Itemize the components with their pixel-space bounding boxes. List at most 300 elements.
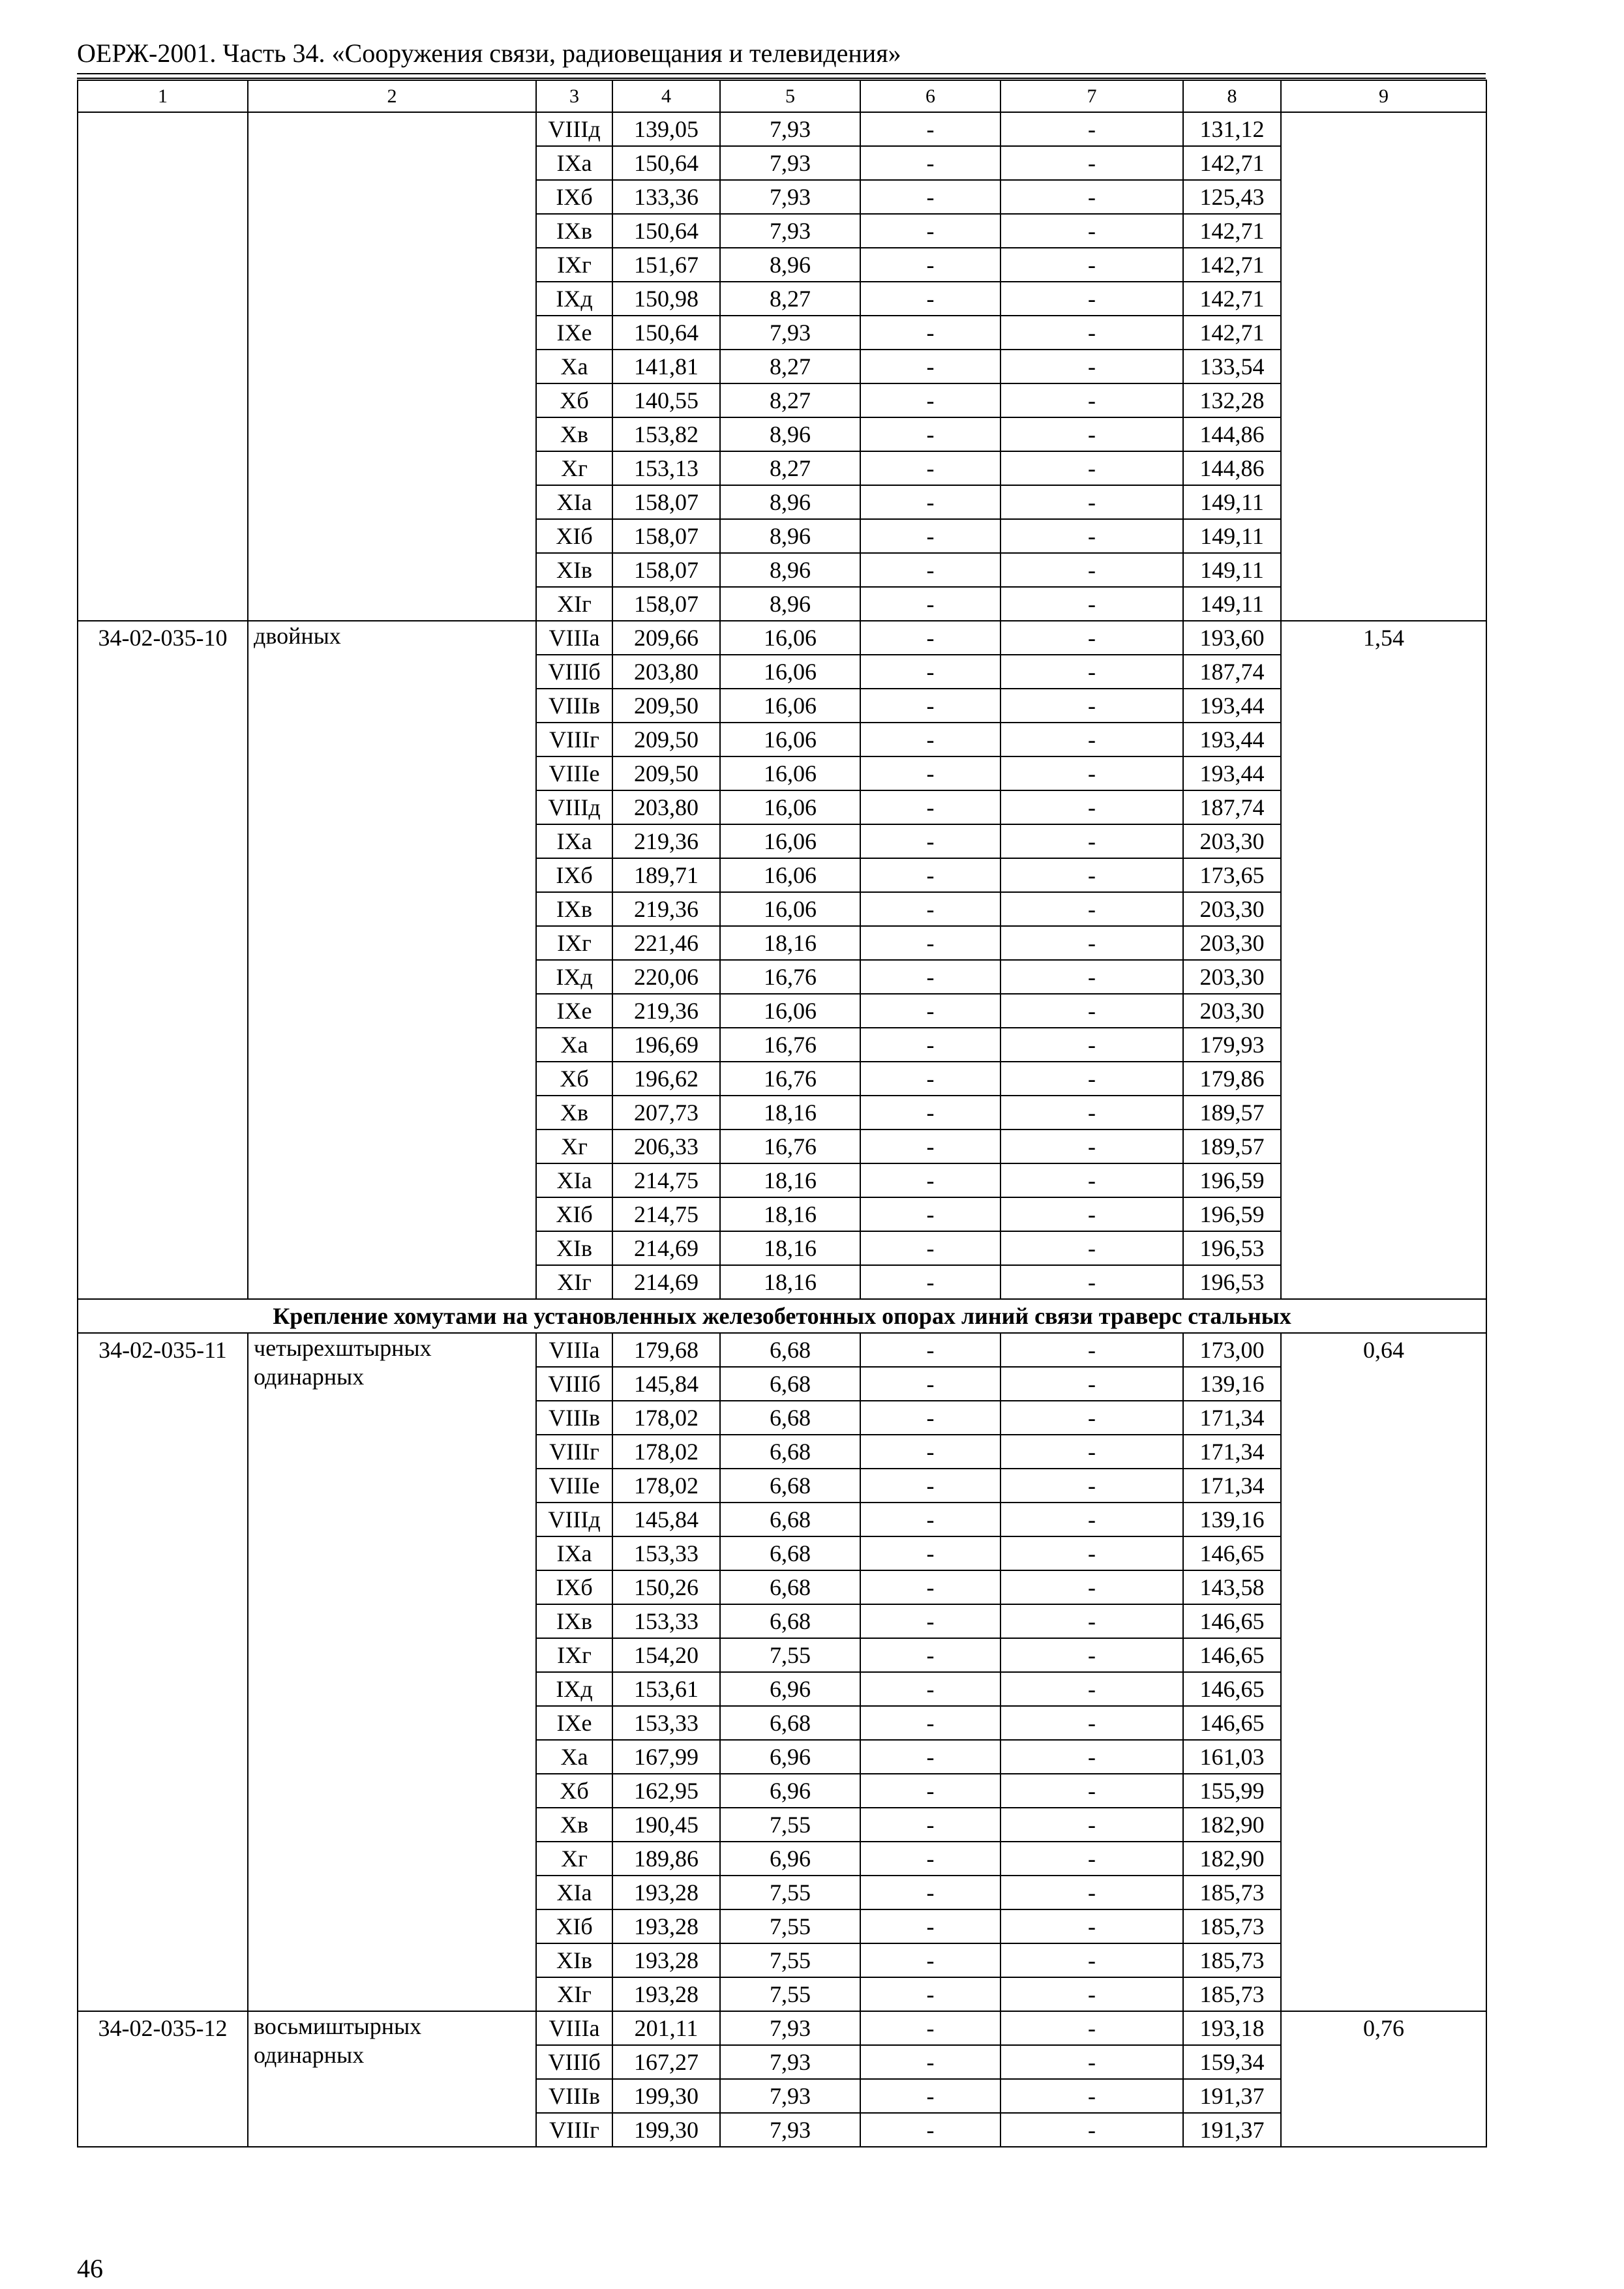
- table-cell: -: [1000, 1503, 1183, 1536]
- column-number: 6: [860, 80, 1000, 112]
- page-number: 46: [77, 2254, 103, 2283]
- table-cell: -: [860, 1638, 1000, 1672]
- table-cell: 140,55: [612, 383, 720, 417]
- table-cell: 150,64: [612, 146, 720, 180]
- table-cell: 196,59: [1183, 1197, 1281, 1231]
- table-cell: -: [860, 485, 1000, 519]
- table-cell: VIIIa: [536, 2011, 612, 2045]
- table-cell: 6,68: [720, 1435, 860, 1469]
- table-cell: -: [860, 214, 1000, 248]
- table-cell: -: [860, 1740, 1000, 1774]
- table-cell: 203,30: [1183, 926, 1281, 960]
- table-cell: -: [1000, 790, 1183, 824]
- table-cell: -: [860, 1163, 1000, 1197]
- table-cell: 171,34: [1183, 1401, 1281, 1435]
- table-cell: 145,84: [612, 1503, 720, 1536]
- table-cell: -: [860, 1130, 1000, 1163]
- table-cell: 207,73: [612, 1096, 720, 1130]
- table-cell: 6,68: [720, 1570, 860, 1604]
- table-cell: -: [1000, 1909, 1183, 1943]
- table-cell: 7,55: [720, 1943, 860, 1977]
- table-cell: -: [860, 1435, 1000, 1469]
- table-cell: -: [1000, 1706, 1183, 1740]
- table-cell: 193,28: [612, 1943, 720, 1977]
- table-cell: -: [1000, 519, 1183, 553]
- table-cell: -: [1000, 824, 1183, 858]
- table-cell: -: [860, 1231, 1000, 1265]
- table-cell: Xa: [536, 1028, 612, 1062]
- table-cell: 125,43: [1183, 180, 1281, 214]
- table-cell: 201,11: [612, 2011, 720, 2045]
- table-cell: VIIIе: [536, 1469, 612, 1503]
- table-cell: 133,36: [612, 180, 720, 214]
- table-cell: -: [860, 451, 1000, 485]
- table-cell: Xг: [536, 1842, 612, 1876]
- table-cell: 214,69: [612, 1231, 720, 1265]
- table-cell: 179,86: [1183, 1062, 1281, 1096]
- table-cell: 133,54: [1183, 350, 1281, 383]
- table-cell: -: [1000, 112, 1183, 146]
- table-cell: IXв: [536, 892, 612, 926]
- table-cell: 179,68: [612, 1333, 720, 1367]
- table-cell: -: [860, 621, 1000, 655]
- table-cell: 154,20: [612, 1638, 720, 1672]
- table-cell: 149,11: [1183, 587, 1281, 621]
- table-cell: XIг: [536, 1977, 612, 2011]
- table-cell: -: [1000, 858, 1183, 892]
- table-cell: -: [1000, 960, 1183, 994]
- table-cell: -: [1000, 1096, 1183, 1130]
- column-number: 4: [612, 80, 720, 112]
- table-cell: 162,95: [612, 1774, 720, 1808]
- table-cell: 6,68: [720, 1536, 860, 1570]
- table-cell: 150,64: [612, 316, 720, 350]
- table-cell: Xв: [536, 1096, 612, 1130]
- table-cell: 171,34: [1183, 1435, 1281, 1469]
- table-cell: -: [860, 790, 1000, 824]
- table-cell: -: [1000, 485, 1183, 519]
- table-cell: -: [1000, 1197, 1183, 1231]
- table-cell: -: [1000, 1469, 1183, 1503]
- table-cell: 193,28: [612, 1909, 720, 1943]
- table-cell: 16,06: [720, 756, 860, 790]
- table-cell: 6,96: [720, 1774, 860, 1808]
- table-cell: 16,06: [720, 723, 860, 756]
- section-heading-row: [78, 1299, 1486, 1333]
- table-cell: 144,86: [1183, 417, 1281, 451]
- table-cell: 149,11: [1183, 519, 1281, 553]
- table-cell: -: [1000, 655, 1183, 689]
- table-cell: 161,03: [1183, 1740, 1281, 1774]
- table-cell: -: [860, 1367, 1000, 1401]
- table-cell: XIв: [536, 553, 612, 587]
- table-cell: 193,44: [1183, 689, 1281, 723]
- table-cell: Xб: [536, 1774, 612, 1808]
- table-cell: -: [1000, 214, 1183, 248]
- table-cell: -: [1000, 451, 1183, 485]
- table-cell: 171,34: [1183, 1469, 1281, 1503]
- table-cell: 7,55: [720, 1909, 860, 1943]
- table-cell: 8,27: [720, 282, 860, 316]
- table-cell: 191,37: [1183, 2113, 1281, 2147]
- table-cell: 203,30: [1183, 824, 1281, 858]
- table-cell: 7,93: [720, 2045, 860, 2079]
- table-cell: 18,16: [720, 1231, 860, 1265]
- table-cell: 7,55: [720, 1638, 860, 1672]
- table-cell: 6,96: [720, 1842, 860, 1876]
- table-cell: 7,93: [720, 214, 860, 248]
- table-cell: -: [1000, 926, 1183, 960]
- table-cell: 16,76: [720, 960, 860, 994]
- table-cell: 190,45: [612, 1808, 720, 1842]
- table-cell: 153,33: [612, 1706, 720, 1740]
- table-cell: -: [1000, 383, 1183, 417]
- table-cell: -: [1000, 282, 1183, 316]
- table-cell: VIIIд: [536, 1503, 612, 1536]
- table-cell: 6,68: [720, 1333, 860, 1367]
- table-cell: IXг: [536, 926, 612, 960]
- table-cell: -: [1000, 1638, 1183, 1672]
- table-cell: 193,28: [612, 1977, 720, 2011]
- table-cell: IXб: [536, 1570, 612, 1604]
- table-cell: IXе: [536, 316, 612, 350]
- table-cell: 167,27: [612, 2045, 720, 2079]
- item-code: 34-02-035-11: [78, 1333, 248, 2011]
- table-cell: IXa: [536, 146, 612, 180]
- table-cell: 203,30: [1183, 892, 1281, 926]
- table-cell: 203,80: [612, 790, 720, 824]
- table-cell: Xг: [536, 451, 612, 485]
- header-rule: [77, 78, 1486, 79]
- table-cell: 221,46: [612, 926, 720, 960]
- table-row: [78, 621, 1486, 655]
- table-cell: 187,74: [1183, 655, 1281, 689]
- column-number: 7: [1000, 80, 1183, 112]
- table-cell: IXе: [536, 994, 612, 1028]
- table-cell: 196,53: [1183, 1265, 1281, 1299]
- table-cell: 155,99: [1183, 1774, 1281, 1808]
- item-code: [78, 112, 248, 621]
- table-cell: 203,30: [1183, 994, 1281, 1028]
- table-cell: -: [1000, 180, 1183, 214]
- table-cell: -: [860, 1028, 1000, 1062]
- table-cell: 142,71: [1183, 146, 1281, 180]
- table-cell: -: [1000, 756, 1183, 790]
- table-cell: 146,65: [1183, 1604, 1281, 1638]
- table-cell: -: [860, 1876, 1000, 1909]
- column-number: 5: [720, 80, 860, 112]
- table-cell: -: [860, 1536, 1000, 1570]
- table-cell: Xб: [536, 383, 612, 417]
- table-cell: -: [1000, 2113, 1183, 2147]
- table-cell: 131,12: [1183, 112, 1281, 146]
- table-cell: 7,93: [720, 146, 860, 180]
- table-cell: VIIIе: [536, 756, 612, 790]
- table-cell: 16,06: [720, 655, 860, 689]
- table-cell: 153,61: [612, 1672, 720, 1706]
- table-cell: -: [860, 655, 1000, 689]
- item-name: [248, 112, 536, 621]
- table-cell: 189,57: [1183, 1096, 1281, 1130]
- table-cell: -: [860, 858, 1000, 892]
- table-cell: 7,93: [720, 112, 860, 146]
- table-cell: 142,71: [1183, 248, 1281, 282]
- table-row: [78, 2011, 1486, 2045]
- table-cell: 158,07: [612, 587, 720, 621]
- table-cell: VIIIд: [536, 112, 612, 146]
- table-cell: 153,82: [612, 417, 720, 451]
- column-number: 2: [248, 80, 536, 112]
- table-cell: 173,65: [1183, 858, 1281, 892]
- table-cell: 6,68: [720, 1503, 860, 1536]
- table-cell: -: [1000, 248, 1183, 282]
- table-cell: 209,50: [612, 689, 720, 723]
- table-cell: -: [1000, 1435, 1183, 1469]
- column-number: 3: [536, 80, 612, 112]
- table-cell: -: [860, 2079, 1000, 2113]
- table-cell: -: [860, 1197, 1000, 1231]
- table-cell: -: [860, 1774, 1000, 1808]
- item-norm: 0,64: [1281, 1333, 1486, 2011]
- table-cell: -: [860, 723, 1000, 756]
- table-cell: 142,71: [1183, 214, 1281, 248]
- table-cell: -: [1000, 1163, 1183, 1197]
- table-cell: 203,30: [1183, 960, 1281, 994]
- table-cell: 18,16: [720, 1197, 860, 1231]
- table-cell: XIг: [536, 587, 612, 621]
- item-code: 34-02-035-10: [78, 621, 248, 1299]
- table-cell: 179,93: [1183, 1028, 1281, 1062]
- table-cell: 193,44: [1183, 723, 1281, 756]
- table-cell: Xг: [536, 1130, 612, 1163]
- table-cell: 199,30: [612, 2113, 720, 2147]
- table-cell: XIa: [536, 1163, 612, 1197]
- table-cell: 214,75: [612, 1163, 720, 1197]
- item-name: двойных: [248, 621, 536, 1299]
- table-cell: Xa: [536, 350, 612, 383]
- table-cell: 6,96: [720, 1672, 860, 1706]
- table-cell: -: [1000, 553, 1183, 587]
- table-cell: -: [860, 1808, 1000, 1842]
- table-cell: 146,65: [1183, 1638, 1281, 1672]
- section-heading: Крепление хомутами на установленных железобетонных опорах линий связи траверс стальных: [78, 1299, 1486, 1333]
- table-cell: -: [1000, 1570, 1183, 1604]
- table-cell: -: [860, 316, 1000, 350]
- table-cell: -: [860, 282, 1000, 316]
- table-cell: IXг: [536, 248, 612, 282]
- table-cell: -: [1000, 1740, 1183, 1774]
- table-cell: 7,93: [720, 180, 860, 214]
- item-norm: 0,76: [1281, 2011, 1486, 2147]
- table-cell: 8,96: [720, 417, 860, 451]
- table-cell: IXa: [536, 1536, 612, 1570]
- table-cell: -: [1000, 1333, 1183, 1367]
- table-cell: -: [860, 1096, 1000, 1130]
- table-cell: 132,28: [1183, 383, 1281, 417]
- table-cell: 7,93: [720, 316, 860, 350]
- table-cell: 214,69: [612, 1265, 720, 1299]
- table-cell: 153,33: [612, 1604, 720, 1638]
- table-cell: -: [860, 2113, 1000, 2147]
- table-cell: -: [860, 2011, 1000, 2045]
- table-cell: -: [1000, 994, 1183, 1028]
- table-cell: 8,96: [720, 553, 860, 587]
- table-cell: VIIIa: [536, 1333, 612, 1367]
- table-cell: 185,73: [1183, 1943, 1281, 1977]
- table-cell: -: [860, 892, 1000, 926]
- table-cell: 6,68: [720, 1367, 860, 1401]
- table-cell: IXa: [536, 824, 612, 858]
- table-cell: 6,96: [720, 1740, 860, 1774]
- table-cell: 6,68: [720, 1706, 860, 1740]
- table-cell: -: [1000, 1231, 1183, 1265]
- table-cell: 18,16: [720, 1265, 860, 1299]
- table-cell: 16,06: [720, 892, 860, 926]
- table-cell: 6,68: [720, 1401, 860, 1435]
- table-cell: 159,34: [1183, 2045, 1281, 2079]
- table-cell: XIг: [536, 1265, 612, 1299]
- table-cell: 199,30: [612, 2079, 720, 2113]
- column-number: 8: [1183, 80, 1281, 112]
- table-cell: 144,86: [1183, 451, 1281, 485]
- table-cell: -: [860, 417, 1000, 451]
- table-cell: XIв: [536, 1231, 612, 1265]
- table-cell: 8,27: [720, 383, 860, 417]
- table-cell: 146,65: [1183, 1536, 1281, 1570]
- column-number: 1: [78, 80, 248, 112]
- table-cell: -: [1000, 1943, 1183, 1977]
- column-number-row: [78, 80, 1486, 112]
- table-row: [78, 112, 1486, 146]
- table-cell: 178,02: [612, 1469, 720, 1503]
- table-cell: -: [860, 960, 1000, 994]
- table-cell: IXд: [536, 960, 612, 994]
- table-cell: -: [1000, 1672, 1183, 1706]
- table-cell: 16,06: [720, 790, 860, 824]
- table-cell: Xб: [536, 1062, 612, 1096]
- table-cell: 143,58: [1183, 1570, 1281, 1604]
- table-cell: -: [860, 926, 1000, 960]
- table-cell: 153,33: [612, 1536, 720, 1570]
- table-cell: VIIIб: [536, 1367, 612, 1401]
- table-cell: -: [1000, 1774, 1183, 1808]
- table-cell: -: [1000, 1808, 1183, 1842]
- table-cell: 173,00: [1183, 1333, 1281, 1367]
- table-cell: XIб: [536, 1197, 612, 1231]
- table-cell: 16,06: [720, 824, 860, 858]
- table-cell: -: [1000, 316, 1183, 350]
- table-cell: 8,27: [720, 350, 860, 383]
- table-cell: 16,06: [720, 858, 860, 892]
- table-cell: 178,02: [612, 1401, 720, 1435]
- table-cell: -: [1000, 689, 1183, 723]
- table-cell: 182,90: [1183, 1808, 1281, 1842]
- table-cell: Xa: [536, 1740, 612, 1774]
- table-cell: -: [1000, 1536, 1183, 1570]
- table-cell: VIIIб: [536, 2045, 612, 2079]
- table-cell: 8,96: [720, 248, 860, 282]
- table-cell: -: [860, 350, 1000, 383]
- table-cell: 7,55: [720, 1876, 860, 1909]
- table-cell: 16,06: [720, 621, 860, 655]
- table-cell: 193,44: [1183, 756, 1281, 790]
- table-cell: -: [860, 1333, 1000, 1367]
- item-name: четырехштырных одинарных: [248, 1333, 536, 2011]
- table-cell: 7,55: [720, 1977, 860, 2011]
- table-cell: 16,06: [720, 994, 860, 1028]
- table-cell: -: [860, 180, 1000, 214]
- table-cell: -: [860, 1062, 1000, 1096]
- table-cell: 189,57: [1183, 1130, 1281, 1163]
- page-header: ОЕРЖ-2001. Часть 34. «Сооружения связи, радиовещания и телевидения»: [77, 38, 901, 68]
- table-cell: -: [1000, 892, 1183, 926]
- table-cell: 16,76: [720, 1062, 860, 1096]
- table-body: [78, 80, 1486, 2147]
- table-cell: 209,50: [612, 723, 720, 756]
- item-norm: [1281, 112, 1486, 621]
- table-cell: 7,93: [720, 2079, 860, 2113]
- table-cell: 146,65: [1183, 1706, 1281, 1740]
- table-cell: -: [860, 1503, 1000, 1536]
- table-cell: -: [1000, 1130, 1183, 1163]
- table-cell: 214,75: [612, 1197, 720, 1231]
- table-cell: 193,18: [1183, 2011, 1281, 2045]
- table-cell: -: [1000, 1842, 1183, 1876]
- table-cell: -: [860, 383, 1000, 417]
- table-cell: -: [860, 1977, 1000, 2011]
- table-cell: 196,53: [1183, 1231, 1281, 1265]
- table-cell: 150,64: [612, 214, 720, 248]
- table-cell: 196,62: [612, 1062, 720, 1096]
- table-cell: XIa: [536, 485, 612, 519]
- table-cell: XIa: [536, 1876, 612, 1909]
- table-cell: -: [860, 1672, 1000, 1706]
- table-cell: -: [860, 553, 1000, 587]
- table-cell: Xв: [536, 1808, 612, 1842]
- table-cell: 219,36: [612, 892, 720, 926]
- table-cell: 193,60: [1183, 621, 1281, 655]
- table-cell: 7,93: [720, 2011, 860, 2045]
- table-cell: -: [1000, 1028, 1183, 1062]
- table-cell: IXе: [536, 1706, 612, 1740]
- table-cell: 219,36: [612, 824, 720, 858]
- table-cell: -: [860, 1401, 1000, 1435]
- table-cell: 142,71: [1183, 316, 1281, 350]
- table-cell: 209,50: [612, 756, 720, 790]
- table-cell: 185,73: [1183, 1876, 1281, 1909]
- table-cell: 203,80: [612, 655, 720, 689]
- table-cell: 139,16: [1183, 1367, 1281, 1401]
- table-cell: 185,73: [1183, 1977, 1281, 2011]
- table-cell: 189,86: [612, 1842, 720, 1876]
- table-cell: 182,90: [1183, 1842, 1281, 1876]
- table-cell: 16,06: [720, 689, 860, 723]
- table-cell: VIIIг: [536, 1435, 612, 1469]
- table-cell: -: [860, 689, 1000, 723]
- table-cell: -: [860, 994, 1000, 1028]
- table-cell: -: [860, 146, 1000, 180]
- item-code: 34-02-035-12: [78, 2011, 248, 2147]
- table-cell: 8,96: [720, 519, 860, 553]
- table-cell: IXд: [536, 282, 612, 316]
- table-cell: VIIIд: [536, 790, 612, 824]
- table-cell: 187,74: [1183, 790, 1281, 824]
- table-cell: -: [860, 1604, 1000, 1638]
- table-cell: 18,16: [720, 926, 860, 960]
- table-cell: IXв: [536, 1604, 612, 1638]
- table-cell: 158,07: [612, 519, 720, 553]
- table-cell: 189,71: [612, 858, 720, 892]
